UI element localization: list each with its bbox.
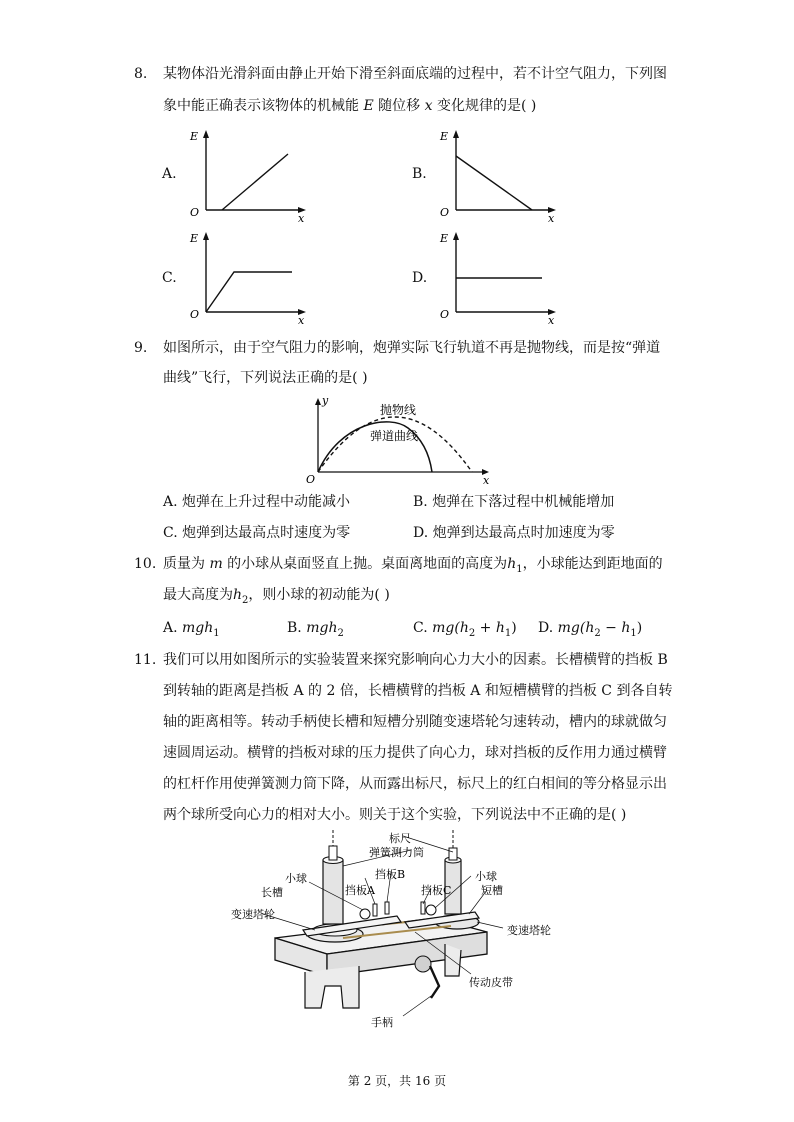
- q8-c-axis-x: x: [298, 314, 305, 324]
- gear-icon: [415, 956, 431, 972]
- q8-a-axis-x: x: [298, 212, 305, 222]
- page-footer: 第 2 页，共 16 页: [347, 1074, 447, 1088]
- ball-right: [426, 905, 436, 915]
- q10-d-expr-post: ): [636, 620, 643, 636]
- label-long-slot: 长槽: [261, 886, 283, 899]
- q8-option-c-label: C.: [162, 270, 177, 286]
- q10-c-mid: + h: [475, 620, 505, 636]
- q8-graph-b: [432, 126, 562, 222]
- q9-option-b: B. 炮弹在下落过程中机械能增加: [413, 494, 615, 510]
- q9-option-d: D. 炮弹到达最高点时加速度为零: [413, 525, 615, 541]
- q9-number: 9.: [134, 340, 148, 356]
- q8-number: 8.: [134, 66, 148, 82]
- base-leg-left: [305, 966, 359, 1008]
- q8-text-line2: [163, 96, 536, 116]
- q8-graph-d: [432, 228, 562, 324]
- q10-option-b: [287, 618, 344, 644]
- q10-var-h2: h: [233, 587, 243, 603]
- q10-l1-mid: 的小球从桌面竖直上抛。桌面离地面的高度为: [222, 556, 508, 572]
- spring-cylinder-left: [323, 860, 343, 924]
- q8-d-axis-x: x: [548, 314, 555, 324]
- q11-text-line2: 到转轴的距离是挡板 A 的 2 倍，长槽横臂的挡板 A 和短槽横臂的挡板 C 到各自转: [163, 683, 673, 699]
- q10-b-label: B.: [287, 620, 302, 636]
- q8-option-a-label: A.: [162, 166, 177, 182]
- q11-number: 11.: [134, 652, 157, 668]
- q8-line2-pre: 象中能正确表示该物体的机械能: [163, 98, 364, 114]
- label-ball-left: 小球: [285, 872, 307, 885]
- q10-text-line2: [163, 585, 390, 611]
- q8-a-origin: O: [190, 206, 200, 219]
- q10-d-expr-pre: mg(h: [557, 620, 595, 636]
- q10-var-h1: h: [507, 556, 517, 572]
- q8-b-axis-y: E: [440, 130, 449, 143]
- label-short-slot: 短槽: [481, 884, 503, 897]
- q8-line2-post: 变化规律的是( ): [432, 98, 537, 114]
- baffle-b: [385, 902, 389, 914]
- q9-option-a: A. 炮弹在上升过程中动能减小: [163, 494, 351, 510]
- q10-d-mid: − h: [600, 620, 631, 636]
- q11-apparatus-figure: [225, 826, 575, 1038]
- q9-parabola-label: 抛物线: [380, 403, 417, 417]
- label-baffle-a: 挡板A: [345, 884, 375, 897]
- q9-option-c: C. 炮弹到达最高点时速度为零: [163, 525, 351, 541]
- q9-origin: O: [306, 473, 316, 484]
- q10-l2-post: ，则小球的初动能为( ): [248, 587, 390, 603]
- q8-c-axis-y: E: [190, 232, 199, 245]
- ball-left: [360, 909, 370, 919]
- q10-option-d: [538, 618, 642, 644]
- q10-a-label: A.: [163, 620, 178, 636]
- q11-text-line1: 我们可以用如图所示的实验装置来探究影响向心力大小的因素。长槽横臂的挡板 B: [163, 652, 668, 668]
- q10-text-line1: [163, 554, 663, 580]
- q8-b-origin: O: [440, 206, 450, 219]
- q10-var-m: m: [209, 556, 223, 572]
- label-spring-cylinder: 弹簧测力筒: [369, 846, 424, 859]
- q11-text-line5: 的杠杆作用使弹簧测力筒下降，从而露出标尺，标尺上的红白相间的等分格显示出: [163, 776, 667, 792]
- q11-text-line6: 两个球所受向心力的相对大小。则关于这个实验，下列说法中不正确的是( ): [163, 807, 627, 823]
- q11-text-line4: 速圆周运动。横臂的挡板对球的压力提供了向心力，球对挡板的反作用力通过横臂: [163, 745, 667, 761]
- q8-b-axis-x: x: [548, 212, 555, 222]
- label-scale: 标尺: [389, 832, 411, 845]
- q9-axis-x: x: [483, 474, 490, 484]
- q9-axis-y: y: [322, 394, 329, 407]
- q8-c-origin: O: [190, 308, 200, 321]
- q8-line2-mid: 随位移: [373, 98, 425, 114]
- q8-d-axis-y: E: [440, 232, 449, 245]
- label-baffle-b: 挡板B: [375, 868, 406, 881]
- q10-d-sub1: 2: [594, 627, 601, 639]
- q9-text-line1: 如图所示，由于空气阻力的影响，炮弹实际飞行轨道不再是抛物线，而是按“弹道: [163, 340, 661, 356]
- baffle-a: [373, 904, 377, 916]
- q10-l1-pre: 质量为: [163, 556, 210, 572]
- label-belt: 传动皮带: [469, 976, 513, 989]
- q10-a-sub: 1: [213, 627, 220, 639]
- q8-text-line1: 某物体沿光滑斜面由静止开始下滑至斜面底端的过程中，若不计空气阻力，下列图: [163, 66, 667, 82]
- q9-text-line2: 曲线”飞行，下列说法正确的是( ): [163, 370, 368, 386]
- q8-option-b-label: B.: [412, 166, 427, 182]
- q8-graph-a: [182, 126, 312, 222]
- q8-option-d-label: D.: [412, 270, 428, 286]
- q10-a-expr: mgh: [182, 620, 214, 636]
- q10-sub-2: 2: [242, 594, 249, 606]
- q10-c-expr-post: ): [511, 620, 517, 636]
- q10-number: 10.: [134, 556, 157, 572]
- q10-c-sub2: 1: [504, 627, 512, 639]
- q10-c-sub1: 2: [468, 627, 476, 639]
- q11-text-line3: 轴的距离相等。转动手柄使长槽和短槽分别随变速塔轮匀速转动，槽内的球就做匀: [163, 714, 667, 730]
- handle-crank[interactable]: [430, 966, 439, 998]
- q10-b-expr: mgh: [306, 620, 338, 636]
- parabola-curve: [318, 417, 472, 472]
- q10-option-c: [413, 618, 517, 644]
- q10-option-a: [163, 618, 220, 644]
- q10-d-sub2: 1: [630, 627, 637, 639]
- q8-a-axis-y: E: [190, 130, 199, 143]
- q9-trajectory-figure: [300, 392, 495, 484]
- q8-graph-c: [182, 228, 312, 324]
- q10-sub-1: 1: [516, 563, 523, 575]
- q8-var-E: E: [363, 98, 374, 114]
- q10-d-label: D.: [538, 620, 554, 636]
- label-handle: 手柄: [371, 1016, 393, 1029]
- q9-ballistic-label: 弹道曲线: [370, 429, 419, 443]
- label-baffle-c: 挡板C: [421, 884, 452, 897]
- label-pulley-left: 变速塔轮: [231, 908, 275, 921]
- q10-c-expr-pre: mg(h: [432, 620, 469, 636]
- q10-b-sub: 2: [337, 627, 344, 639]
- label-ball-right: 小球: [475, 870, 497, 883]
- q10-l2-pre: 最大高度为: [163, 587, 233, 603]
- label-pulley-right: 变速塔轮: [507, 924, 551, 937]
- q8-var-x: x: [424, 98, 433, 114]
- q8-d-origin: O: [440, 308, 450, 321]
- q10-c-label: C.: [413, 620, 428, 636]
- q10-l1-post: ，小球能达到距地面的: [522, 556, 663, 572]
